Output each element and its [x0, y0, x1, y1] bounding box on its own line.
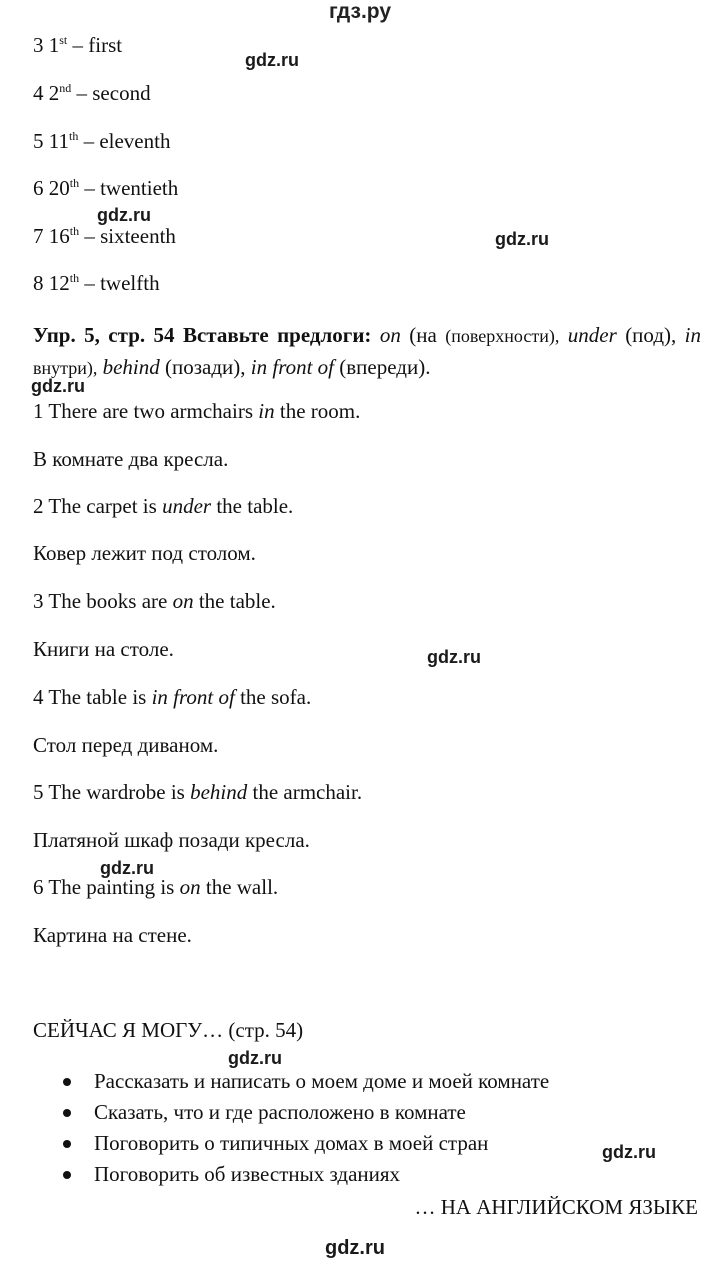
sentence-line: 3 The books are on the table. — [33, 589, 276, 613]
translation-line: В комнате два кресла. — [33, 447, 229, 471]
watermark: gdz.ru — [97, 205, 151, 225]
watermark: gdz.ru — [495, 229, 549, 249]
list-item: Рассказать и написать о моем доме и моей комнате — [63, 1066, 549, 1097]
sentence-line: 4 The table is in front of the sofa. — [33, 685, 312, 709]
sentence-line: 5 The wardrobe is behind the armchair. — [33, 780, 363, 804]
watermark: gdz.ru — [228, 1048, 282, 1068]
ordinal-line: 8 12th – twelfth — [33, 271, 160, 295]
section-title: СЕЙЧАС Я МОГУ… (стр. 54) — [33, 1018, 304, 1042]
sentence-line: 1 There are two armchairs in the room. — [33, 399, 361, 423]
ordinal-line: 5 11th – eleventh — [33, 129, 171, 153]
watermark: gdz.ru — [602, 1142, 656, 1162]
bullet-icon — [63, 1171, 71, 1179]
exercise-instruction: Упр. 5, стр. 54 Вставьте предлоги: on (на (поверхности), under (под), in внутри), behind (позади), in front of (впереди). — [33, 323, 702, 379]
bullet-icon — [63, 1078, 71, 1086]
watermark: gdz.ru — [245, 50, 299, 70]
exercise-label: Упр. 5, стр. 54 Вставьте предлоги: — [33, 323, 372, 347]
sentence-line: 6 The painting is on the wall. — [33, 875, 279, 899]
translation-line: Стол перед диваном. — [33, 733, 219, 757]
ordinal-line: 7 16th – sixteenth — [33, 224, 176, 248]
translation-line: Ковер лежит под столом. — [33, 541, 256, 565]
watermark: gdz.ru — [427, 647, 481, 667]
watermark: gdz.ru — [31, 376, 85, 396]
sentence-line: 2 The carpet is under the table. — [33, 494, 294, 518]
watermark: gdz.ru — [100, 858, 154, 878]
list-item: Поговорить об известных зданиях — [63, 1159, 549, 1190]
watermark: gdz.ru — [325, 1237, 385, 1259]
translation-line: Книги на столе. — [33, 637, 174, 661]
list-item: Сказать, что и где расположено в комнате — [63, 1097, 549, 1128]
site-header: гдз.ру — [328, 0, 392, 23]
skills-list — [63, 1066, 549, 1190]
translation-line: Платяной шкаф позади кресла. — [33, 828, 310, 852]
ordinal-line: 6 20th – twentieth — [33, 176, 179, 200]
section-footer: … НА АНГЛИЙСКОМ ЯЗЫКЕ — [414, 1195, 698, 1219]
ordinal-line: 4 2nd – second — [33, 81, 151, 105]
ordinal-line: 3 1st – first — [33, 33, 123, 57]
translation-line: Картина на стене. — [33, 923, 192, 947]
bullet-icon — [63, 1109, 71, 1117]
list-item: Поговорить о типичных домах в моей стран — [63, 1128, 549, 1159]
bullet-icon — [63, 1140, 71, 1148]
